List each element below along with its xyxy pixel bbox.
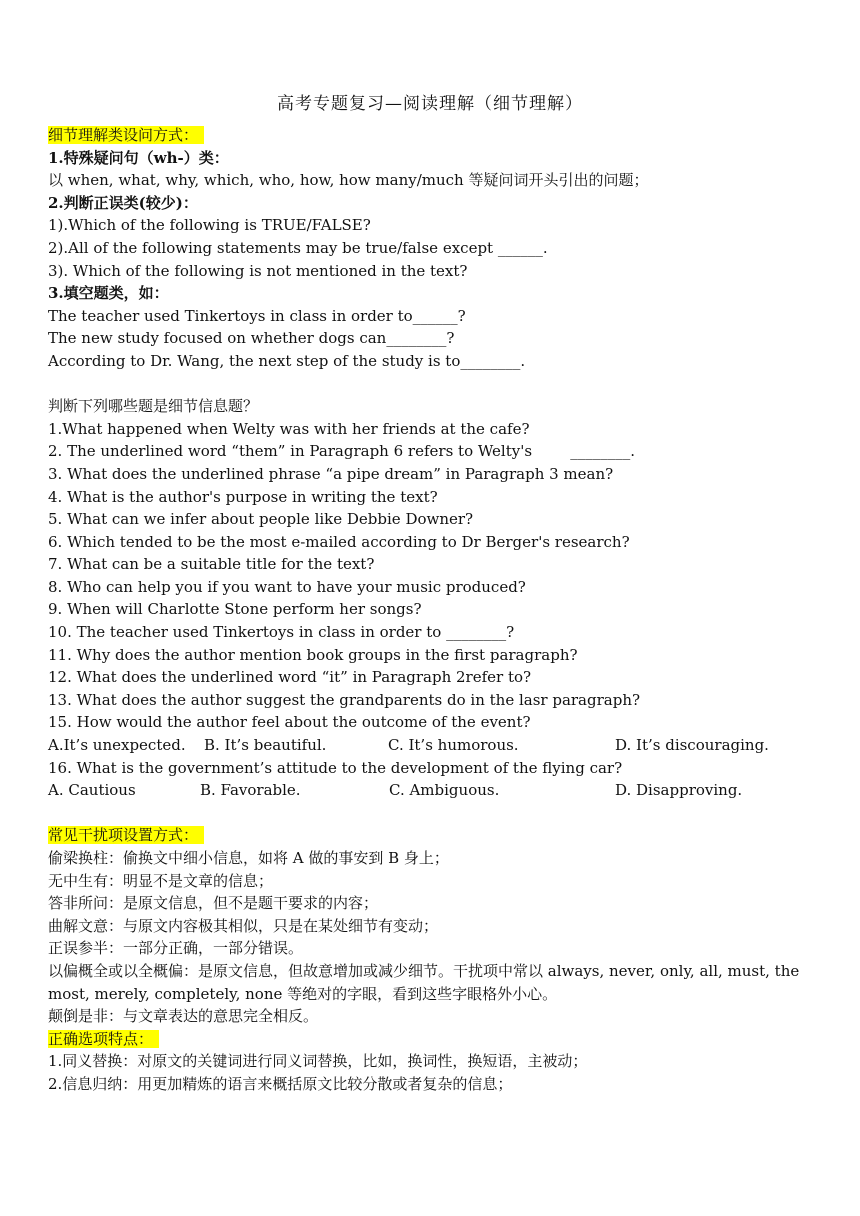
- type2-heading: 2.判断正误类(较少)：: [48, 193, 198, 212]
- correct-option-item: 1.同义替换：对原文的关键词进行同义词替换，比如，换词性，换短语，主被动；: [48, 1052, 588, 1071]
- option-a: A. Cautious: [48, 781, 136, 800]
- option-d: D. It’s discouraging.: [615, 736, 769, 755]
- question-item: 7. What can be a suitable title for the text?: [48, 555, 375, 574]
- option-b: B. Favorable.: [200, 781, 301, 800]
- question-item: 6. Which tended to be the most e-mailed according to Dr Berger's research?: [48, 532, 630, 551]
- distractor-item: 颠倒是非：与文章表达的意思完全相反。: [48, 1007, 319, 1026]
- q16-options: [48, 779, 828, 802]
- correct-option-item: 2.信息归纳：用更加精炼的语言来概括原文比较分散或者复杂的信息；: [48, 1074, 513, 1093]
- type2-item: 3). Which of the following is not mentioned in the text?: [48, 261, 468, 280]
- question-item: 8. Who can help you if you want to have your music produced?: [48, 577, 526, 596]
- distractor-item: 答非所问：是原文信息，但不是题干要求的内容；: [48, 894, 379, 913]
- question-item: 5. What can we infer about people like Debbie Downer?: [48, 510, 474, 529]
- type1-description: 以 when, what, why, which, who, how, how many/much 等疑问词开头引出的问题；: [48, 171, 649, 190]
- question-item: 3. What does the underlined phrase “a pipe dream” in Paragraph 3 mean?: [48, 464, 614, 483]
- section-heading-distractors: 常见干扰项设置方式：: [48, 826, 204, 844]
- q15-options: [48, 734, 828, 757]
- distractor-item: 偷梁换柱：偷换文中细小信息，如将 A 做的事安到 B 身上；: [48, 849, 449, 867]
- question-item: 2. The underlined word “them” in Paragraph 6 refers to Welty's ________.: [48, 442, 635, 461]
- question-item: 11. Why does the author mention book groups in the first paragraph?: [48, 645, 578, 664]
- type3-item: The new study focused on whether dogs can________?: [48, 329, 455, 348]
- question-item: 15. How would the author feel about the outcome of the event?: [48, 713, 531, 732]
- distractor-item: 正误参半：一部分正确，一部分错误。: [48, 939, 304, 958]
- document-content: [48, 124, 828, 1096]
- type2-item: 1).Which of the following is TRUE/FALSE?: [48, 216, 371, 235]
- type3-item: According to Dr. Wang, the next step of the study is to________.: [48, 351, 526, 370]
- question-item: 9. When will Charlotte Stone perform her songs?: [48, 600, 422, 619]
- option-d: D. Disapproving.: [615, 781, 743, 800]
- question-item: 4. What is the author's purpose in writing the text?: [48, 487, 438, 506]
- type1-heading: 1.特殊疑问句（wh-）类：: [48, 148, 229, 167]
- type3-heading: 3.填空题类，如：: [48, 284, 169, 303]
- option-c: C. It’s humorous.: [388, 736, 519, 755]
- section-heading-correct-options: 正确选项特点：: [48, 1030, 159, 1048]
- option-c: C. Ambiguous.: [389, 781, 500, 800]
- question-item: 16. What is the government’s attitude to the development of the flying car?: [48, 758, 623, 777]
- type3-item: The teacher used Tinkertoys in class in order to______?: [48, 306, 466, 325]
- distractor-item: 无中生有：明显不是文章的信息；: [48, 871, 274, 890]
- distractor-item: 曲解文意：与原文内容极其相似，只是在某处细节有变动；: [48, 916, 439, 935]
- section-heading-question-types: 细节理解类设问方式：: [48, 126, 204, 144]
- exercise-prompt: 判断下列哪些题是细节信息题？: [48, 397, 259, 416]
- option-b: B. It’s beautiful.: [204, 736, 327, 755]
- question-item: 1.What happened when Welty was with her friends at the cafe?: [48, 419, 530, 438]
- question-item: 10. The teacher used Tinkertoys in class in order to ________?: [48, 623, 515, 642]
- distractor-item-long: 以偏概全或以全概偏：是原文信息，但故意增加或减少细节。干扰项中常以 always, never, only, all, must, the most, merely, completely, none 等绝对的字眼，看到这些字眼格外小心。: [48, 961, 800, 1003]
- document-title: 高考专题复习—阅读理解（细节理解）: [277, 94, 583, 114]
- question-item: 12. What does the underlined word “it” in Paragraph 2refer to?: [48, 668, 532, 687]
- type2-item: 2).All of the following statements may be true/false except ______.: [48, 238, 548, 257]
- question-item: 13. What does the author suggest the grandparents do in the lasr paragraph?: [48, 690, 641, 709]
- option-a: A.It’s unexpected.: [48, 736, 186, 755]
